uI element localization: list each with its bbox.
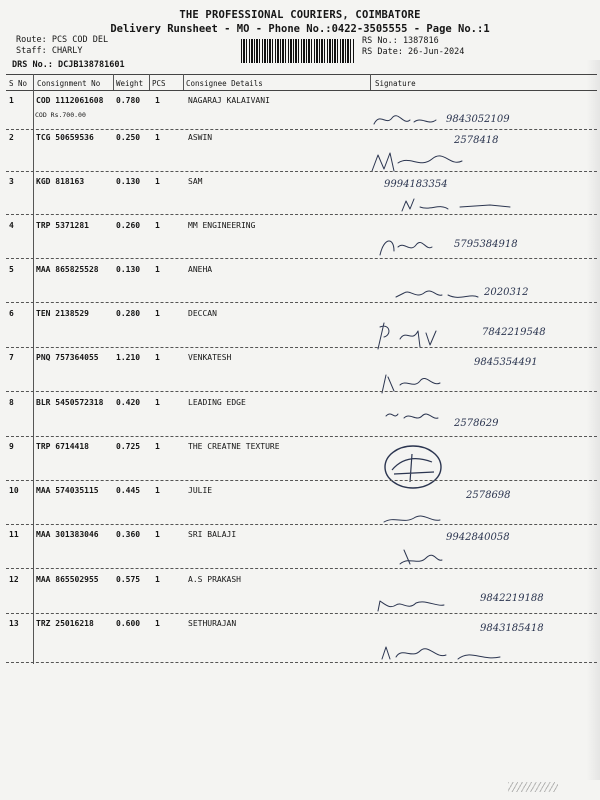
row-pcs: 1 [155, 486, 160, 495]
company-title: THE PROFESSIONAL COURIERS, COIMBATORE [179, 9, 421, 21]
signature-phone: 2020312 [484, 287, 529, 298]
row-weight: 0.250 [116, 133, 141, 142]
column-header-consignment: Consignment No [37, 79, 101, 88]
row-sno: 6 [9, 309, 14, 318]
row-consignee: MM ENGINEERING [188, 221, 256, 230]
column-divider [113, 74, 114, 90]
row-sno: 9 [9, 442, 14, 451]
row-consignee: THE CREATNE TEXTURE [188, 442, 280, 451]
signature-phone: 9842219188 [480, 593, 544, 604]
row-pcs: 1 [155, 353, 160, 362]
row-consignment: BLR 5450572318 [36, 398, 104, 407]
column-header-pcs: PCS [152, 79, 166, 88]
row-pcs: 1 [155, 221, 160, 230]
row-consignee: ASWIN [188, 133, 213, 142]
column-header-consignee: Consignee Details [186, 79, 263, 88]
row-pcs: 1 [155, 530, 160, 539]
row-consignment: COD 1112061608 [36, 96, 104, 105]
scan-mark [508, 782, 558, 792]
column-header-sno: S No [9, 79, 28, 88]
row-consignee: LEADING EDGE [188, 398, 246, 407]
row-weight: 0.360 [116, 530, 141, 539]
row-separator [6, 662, 597, 663]
signature-phone: 2578698 [466, 490, 511, 501]
column-header-signature: Signature [375, 79, 416, 88]
table-header-rule [6, 90, 597, 91]
row-consignee: SAM [188, 177, 203, 186]
row-separator [6, 129, 597, 130]
signature-phone: 9843185418 [480, 623, 544, 634]
signature-phone: 5795384918 [454, 239, 518, 250]
row-consignee: JULIE [188, 486, 213, 495]
row-pcs: 1 [155, 309, 160, 318]
row-sno: 2 [9, 133, 14, 142]
column-divider [149, 74, 150, 90]
row-separator [6, 302, 597, 303]
row-weight: 0.130 [116, 265, 141, 274]
row-weight: 0.130 [116, 177, 141, 186]
row-sno: 5 [9, 265, 14, 274]
signature-phone: 2578629 [454, 418, 499, 429]
row-consignment: MAA 865825528 [36, 265, 99, 274]
row-weight: 0.725 [116, 442, 141, 451]
table-row [0, 619, 600, 663]
row-weight: 1.210 [116, 353, 141, 362]
row-separator [6, 524, 597, 525]
row-pcs: 1 [155, 177, 160, 186]
column-divider [183, 74, 184, 90]
row-consignment: TRZ 25016218 [36, 619, 94, 628]
row-consignment: TCG 50659536 [36, 133, 94, 142]
row-separator [6, 568, 597, 569]
row-consignment: TRP 6714418 [36, 442, 89, 451]
row-consignment: PNQ 757364055 [36, 353, 99, 362]
handwritten-signature [370, 619, 590, 663]
row-consignee: SETHURAJAN [188, 619, 237, 628]
row-consignment: MAA 865502955 [36, 575, 99, 584]
row-weight: 0.260 [116, 221, 141, 230]
signature-phone: 9994183354 [384, 179, 448, 190]
runsheet-subtitle: Delivery Runsheet - MO - Phone No.:0422-3505555 - Page No.:1 [110, 23, 490, 35]
row-sno: 8 [9, 398, 14, 407]
row-consignee: VENKATESH [188, 353, 232, 362]
row-consignment: TEN 2138529 [36, 309, 89, 318]
row-consignee: A.S PRAKASH [188, 575, 241, 584]
row-consignment: MAA 574035115 [36, 486, 99, 495]
row-consignee: ANEHA [188, 265, 213, 274]
row-sno: 10 [9, 486, 19, 495]
row-pcs: 1 [155, 133, 160, 142]
row-pcs: 1 [155, 575, 160, 584]
row-sno: 13 [9, 619, 19, 628]
drs-number: DRS No.: DCJB138781601 [12, 60, 125, 70]
row-separator [6, 258, 597, 259]
row-consignment: TRP 5371281 [36, 221, 89, 230]
row-sno: 1 [9, 96, 14, 105]
row-pcs: 1 [155, 265, 160, 274]
row-weight: 0.600 [116, 619, 141, 628]
row-separator [6, 171, 597, 172]
signature-phone: 9942840058 [446, 532, 510, 543]
table-top-rule [6, 74, 597, 75]
row-sno: 12 [9, 575, 19, 584]
row-consignee: SRI BALAJI [188, 530, 237, 539]
row-consignment: KGD 818163 [36, 177, 85, 186]
signature-stamp-mark [382, 442, 444, 492]
barcode [241, 39, 355, 63]
row-sno: 7 [9, 353, 14, 362]
row-pcs: 1 [155, 619, 160, 628]
row-separator [6, 347, 597, 348]
rs-date: RS Date: 26-Jun-2024 [362, 47, 465, 57]
column-header-weight: Weight [116, 79, 144, 88]
row-pcs: 1 [155, 398, 160, 407]
row-sno: 11 [9, 530, 19, 539]
rs-number: RS No.: 1387816 [362, 36, 439, 46]
row-separator [6, 480, 597, 481]
row-pcs: 1 [155, 442, 160, 451]
row-consignee: DECCAN [188, 309, 217, 318]
route-label: Route: PCS COD DEL [16, 35, 109, 45]
signature-phone: 7842219548 [482, 327, 546, 338]
row-separator [6, 214, 597, 215]
row-sno: 3 [9, 177, 14, 186]
row-weight: 0.280 [116, 309, 141, 318]
column-divider [370, 74, 371, 90]
row-consignee: NAGARAJ KALAIVANI [188, 96, 270, 105]
row-separator [6, 613, 597, 614]
signature-phone: 9843052109 [446, 114, 510, 125]
row-weight: 0.420 [116, 398, 141, 407]
row-weight: 0.445 [116, 486, 141, 495]
row-separator [6, 391, 597, 392]
cod-amount: COD Rs.700.00 [35, 111, 86, 119]
row-sno: 4 [9, 221, 14, 230]
staff-label: Staff: CHARLY [16, 46, 83, 56]
signature-phone: 2578418 [454, 135, 499, 146]
row-weight: 0.780 [116, 96, 141, 105]
row-pcs: 1 [155, 96, 160, 105]
row-separator [6, 436, 597, 437]
signature-phone: 9845354491 [474, 357, 538, 368]
row-consignment: MAA 301383046 [36, 530, 99, 539]
row-weight: 0.575 [116, 575, 141, 584]
